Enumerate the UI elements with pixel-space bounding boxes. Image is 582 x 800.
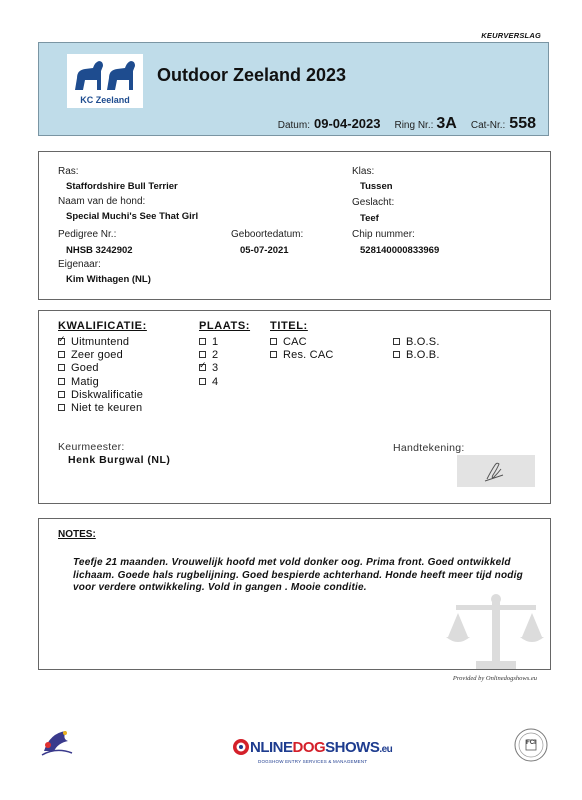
cat-label: Cat-Nr.: (470, 120, 506, 131)
qualification-heading: KWALIFICATIE: (58, 320, 147, 332)
ring-label: Ring Nr.: (394, 120, 434, 131)
breed-value: Staffordshire Bull Terrier (66, 181, 178, 192)
extra-title-list (393, 336, 440, 362)
qualification-option[interactable]: Zeer goed (58, 349, 143, 362)
title-heading: TITEL: (270, 320, 308, 332)
place-option[interactable]: 1 (199, 336, 218, 349)
checkbox-checked-icon (58, 338, 65, 345)
signature-icon (457, 455, 535, 487)
judge-label: Keurmeester: (58, 441, 125, 453)
checkbox-icon (270, 338, 277, 345)
qualification-option[interactable]: Matig (58, 376, 143, 389)
signature-area (457, 455, 535, 487)
checkbox-checked-icon (199, 364, 206, 371)
title-option[interactable]: B.O.S. (393, 336, 440, 349)
checkbox-icon (199, 338, 206, 345)
birthdate-label: Geboortedatum: (231, 229, 304, 240)
title-option[interactable]: Res. CAC (270, 349, 334, 362)
dogs-logo-icon (71, 56, 139, 94)
provided-by: Provided by Onlinedogshows.eu (452, 675, 537, 682)
breed-label: Ras: (58, 166, 79, 177)
owner-label: Eigenaar: (58, 259, 101, 270)
class-value: Tussen (360, 181, 393, 192)
place-option[interactable]: ✓3 (199, 362, 218, 375)
brand-subtitle: DOGSHOW ENTRY SERVICES & MANAGEMENT (258, 759, 368, 764)
gender-value: Teef (360, 213, 379, 224)
date-label: Datum: (277, 120, 310, 131)
date-value: 09-04-2023 (313, 116, 381, 131)
dog-show-logo-icon (40, 727, 74, 757)
title-option[interactable]: CAC (270, 336, 334, 349)
judging-box (38, 310, 551, 504)
checkbox-icon (58, 364, 65, 371)
place-option[interactable]: 2 (199, 349, 218, 362)
title-list (270, 336, 334, 362)
notes-text: Teefje 21 maanden. Vrouwelijk hoofd met vold donker oog. Prima front. Goed ontwikkeld lichaam. Goede hals rugbelijning. Goed bespierde achterhand. Honde heeft meer tijd nodig voor verdere ontwikkeling. Vold in gangen . Mooie conditie. (73, 557, 523, 593)
qualification-option[interactable]: Goed (58, 362, 143, 375)
pedigree-label: Pedigree Nr.: (58, 229, 117, 240)
qualification-option[interactable]: Diskwalificatie (58, 389, 143, 402)
class-label: Klas: (352, 166, 375, 177)
gender-label: Geslacht: (352, 197, 395, 208)
notes-box (38, 518, 551, 670)
header-box (38, 42, 549, 136)
brand-o-icon (232, 738, 250, 756)
fci-logo (514, 728, 548, 767)
chip-label: Chip nummer: (352, 229, 415, 240)
checkbox-icon (58, 378, 65, 385)
dog-info-box (38, 151, 551, 300)
notes-heading: NOTES: (58, 529, 96, 540)
event-title: Outdoor Zeeland 2023 (157, 65, 347, 85)
qualification-option[interactable]: ✓Uitmuntend (58, 336, 143, 349)
place-option[interactable]: 4 (199, 376, 218, 389)
document-type: KEURVERSLAG (481, 31, 541, 40)
signature-label: Handtekening: (393, 442, 465, 454)
checkbox-icon (199, 378, 206, 385)
meta-row (39, 115, 536, 133)
scale-of-justice-icon (446, 589, 546, 670)
checkbox-icon (270, 351, 277, 358)
checkbox-icon (58, 351, 65, 358)
place-list (199, 336, 218, 389)
fci-text: FCI (526, 740, 536, 746)
dog-name-label: Naam van de hond: (58, 196, 146, 207)
pedigree-value: NHSB 3242902 (66, 245, 133, 256)
checkbox-icon (393, 351, 400, 358)
qualification-option[interactable]: Niet te keuren (58, 402, 143, 415)
logo-text: KC Zeeland (80, 95, 130, 105)
owner-value: Kim Withagen (NL) (66, 274, 151, 285)
birthdate-value: 05-07-2021 (240, 245, 289, 256)
place-heading: PLAATS: (199, 320, 251, 332)
cat-value: 558 (509, 115, 536, 132)
club-logo (67, 54, 143, 108)
judge-name: Henk Burgwal (NL) (68, 454, 171, 466)
title-option[interactable]: B.O.B. (393, 349, 440, 362)
dog-name-value: Special Muchi's See That Girl (66, 211, 199, 222)
checkbox-icon (199, 351, 206, 358)
brand-text: NLINEDOGSHOWS.eu (250, 739, 393, 756)
qualification-list (58, 336, 143, 415)
checkbox-icon (58, 391, 65, 398)
ring-value: 3A (436, 115, 457, 132)
onlinedogshows-logo (232, 735, 393, 775)
chip-value: 528140000833969 (360, 245, 440, 256)
checkbox-icon (58, 404, 65, 411)
checkbox-icon (393, 338, 400, 345)
